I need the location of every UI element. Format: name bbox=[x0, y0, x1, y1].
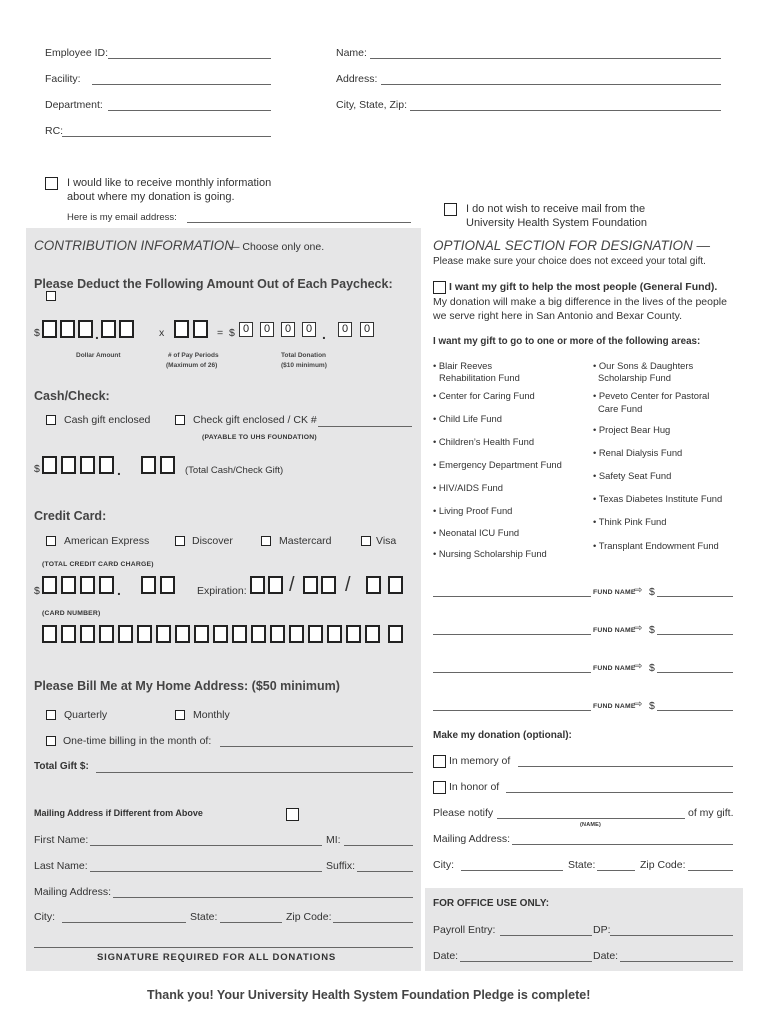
credit-decimal-point: . bbox=[117, 582, 121, 598]
fund-item: • Renal Dialysis Fund bbox=[593, 447, 683, 458]
card-number-box[interactable] bbox=[99, 625, 114, 643]
mi-field[interactable] bbox=[344, 845, 413, 846]
exp-month-box[interactable] bbox=[268, 576, 283, 594]
arrow-icon: ⇨ bbox=[634, 699, 643, 710]
fund-item: • Living Proof Fund bbox=[433, 505, 513, 516]
cash-decimal-point: . bbox=[117, 462, 121, 478]
memory-label: In memory of bbox=[449, 755, 511, 767]
dollar-amount-caption: Dollar Amount bbox=[76, 352, 121, 359]
paycheck-digit-box[interactable] bbox=[78, 320, 93, 338]
first-name-label: First Name: bbox=[34, 834, 89, 846]
fund-name-caption: FUND NAME bbox=[593, 665, 636, 672]
department-field[interactable] bbox=[108, 110, 271, 111]
fund-name-caption: FUND NAME bbox=[593, 589, 636, 596]
first-name-field[interactable] bbox=[90, 845, 322, 846]
city-state-zip-label: City, State, Zip: bbox=[336, 99, 407, 111]
donation-city-label: City: bbox=[433, 859, 454, 871]
total-digit[interactable]: 0 bbox=[302, 322, 316, 337]
last-name-field[interactable] bbox=[90, 871, 322, 872]
mailing-address-field[interactable] bbox=[113, 897, 413, 898]
fund-amount-field[interactable] bbox=[657, 596, 733, 597]
monthly-label: Monthly bbox=[193, 709, 230, 721]
fund-item: Rehabilitation Fund bbox=[439, 372, 520, 383]
contribution-title-suffix: — Choose only one. bbox=[229, 241, 325, 253]
email-label: Here is my email address: bbox=[67, 212, 177, 223]
total-donation-caption: Total Donation bbox=[281, 352, 327, 359]
city-field[interactable] bbox=[62, 922, 186, 923]
general-fund-label: I want my gift to help the most people (General Fund). bbox=[449, 281, 718, 293]
state-label: State: bbox=[190, 911, 218, 923]
credit-heading: Credit Card: bbox=[34, 509, 107, 523]
rc-field[interactable] bbox=[62, 136, 271, 137]
fund-item: • Nursing Scholarship Fund bbox=[433, 548, 547, 559]
fund-item: • Blair Reeves bbox=[433, 360, 493, 371]
employee-id-field[interactable] bbox=[108, 58, 271, 59]
address-label: Address: bbox=[336, 73, 378, 85]
fund-dollar-sign: $ bbox=[649, 662, 655, 674]
cash-digit-box[interactable] bbox=[99, 456, 114, 474]
contribution-title: CONTRIBUTION INFORMATION bbox=[34, 238, 234, 253]
signature-caption: SIGNATURE REQUIRED FOR ALL DONATIONS bbox=[97, 952, 337, 963]
card-number-box[interactable] bbox=[118, 625, 133, 643]
exp-year-box[interactable] bbox=[388, 576, 403, 594]
payroll-entry-label: Payroll Entry: bbox=[433, 924, 496, 936]
areas-heading: I want my gift to go to one or more of the following areas: bbox=[433, 336, 701, 347]
general-fund-checkbox[interactable] bbox=[433, 281, 446, 294]
monthly-info-checkbox[interactable] bbox=[45, 177, 58, 190]
fund-name-caption: FUND NAME bbox=[593, 703, 636, 710]
donation-mailing-label: Mailing Address: bbox=[433, 833, 511, 845]
check-enclosed-checkbox[interactable] bbox=[175, 415, 185, 425]
expiration-label: Expiration: bbox=[197, 585, 247, 597]
fund-dollar-sign: $ bbox=[649, 700, 655, 712]
total-charge-caption: (TOTAL CREDIT CARD CHARGE) bbox=[42, 561, 154, 568]
cash-digit-box[interactable] bbox=[80, 456, 95, 474]
amex-checkbox[interactable] bbox=[46, 536, 56, 546]
paycheck-decimal-point: . bbox=[95, 326, 99, 342]
no-mail-line2: University Health System Foundation bbox=[466, 217, 647, 229]
name-caption: (NAME) bbox=[580, 822, 602, 828]
fund-dollar-sign: $ bbox=[649, 624, 655, 636]
name-label: Name: bbox=[336, 47, 367, 59]
no-mail-line1: I do not wish to receive mail from the bbox=[466, 203, 646, 215]
name-field[interactable] bbox=[370, 58, 721, 59]
donation-city-field[interactable] bbox=[461, 870, 563, 871]
credit-digit-box[interactable] bbox=[80, 576, 95, 594]
bill-heading: Please Bill Me at My Home Address: ($50 minimum) bbox=[34, 679, 340, 693]
zip-field[interactable] bbox=[333, 922, 413, 923]
mailing-heading: Mailing Address if Different from Above bbox=[34, 808, 203, 818]
donation-state-field[interactable] bbox=[597, 870, 635, 871]
credit-digit-box[interactable] bbox=[42, 576, 57, 594]
paycheck-digit-box[interactable] bbox=[42, 320, 57, 338]
pay-periods-max-caption: (Maximum of 26) bbox=[166, 362, 218, 369]
fund-item: • Center for Caring Fund bbox=[433, 390, 535, 401]
credit-digit-box[interactable] bbox=[99, 576, 114, 594]
paycheck-cents-box[interactable] bbox=[101, 320, 116, 338]
department-label: Department: bbox=[45, 99, 103, 111]
card-number-box[interactable] bbox=[175, 625, 190, 643]
donation-zip-field[interactable] bbox=[688, 870, 733, 871]
fund-item: • HIV/AIDS Fund bbox=[433, 482, 503, 493]
fund-name-caption: FUND NAME bbox=[593, 627, 636, 634]
amex-label: American Express bbox=[64, 535, 150, 547]
mastercard-checkbox[interactable] bbox=[261, 536, 271, 546]
office-date2-label: Date: bbox=[593, 950, 619, 962]
mailing-address-label: Mailing Address: bbox=[34, 886, 112, 898]
total-digit[interactable]: 0 bbox=[260, 322, 274, 337]
fund-amount-field[interactable] bbox=[657, 672, 733, 673]
onetime-label: One-time billing in the month of: bbox=[63, 735, 212, 747]
fund-item: • Our Sons & Daughters bbox=[593, 360, 694, 371]
honor-field[interactable] bbox=[506, 792, 733, 793]
suffix-field[interactable] bbox=[357, 871, 413, 872]
honor-checkbox[interactable] bbox=[433, 781, 446, 794]
paycheck-cents-box[interactable] bbox=[119, 320, 134, 338]
suffix-label: Suffix: bbox=[326, 860, 355, 872]
zip-label: Zip Code: bbox=[286, 911, 332, 923]
fund-name-field[interactable] bbox=[433, 634, 591, 635]
fund-name-field[interactable] bbox=[433, 710, 591, 711]
card-number-box[interactable] bbox=[346, 625, 361, 643]
total-gift-label: Total Gift $: bbox=[34, 761, 89, 772]
cash-total-label: (Total Cash/Check Gift) bbox=[185, 465, 284, 476]
credit-dollar-sign: $ bbox=[34, 585, 40, 597]
card-number-box[interactable] bbox=[327, 625, 342, 643]
total-digit[interactable]: 0 bbox=[360, 322, 374, 337]
monthly-checkbox[interactable] bbox=[175, 710, 185, 720]
quarterly-label: Quarterly bbox=[64, 709, 108, 721]
card-number-box[interactable] bbox=[289, 625, 304, 643]
facility-label: Facility: bbox=[45, 73, 81, 85]
check-number-field[interactable] bbox=[318, 426, 412, 427]
fund-name-field[interactable] bbox=[433, 672, 591, 673]
card-number-box[interactable] bbox=[232, 625, 247, 643]
fund-dollar-sign: $ bbox=[649, 586, 655, 598]
office-date-field[interactable] bbox=[460, 961, 592, 962]
honor-label: In honor of bbox=[449, 781, 500, 793]
credit-cents-box[interactable] bbox=[141, 576, 156, 594]
city-label: City: bbox=[34, 911, 55, 923]
memory-checkbox[interactable] bbox=[433, 755, 446, 768]
designation-desc-line2: we serve right here in San Antonio and Bexar County. bbox=[433, 310, 683, 322]
mi-label: MI: bbox=[326, 834, 341, 846]
city-state-zip-field[interactable] bbox=[410, 110, 721, 111]
designation-subtitle: Please make sure your choice does not exceed your total gift. bbox=[433, 256, 706, 267]
arrow-icon: ⇨ bbox=[634, 623, 643, 634]
fund-item: • Transplant Endowment Fund bbox=[593, 540, 719, 551]
fund-item: • Child Life Fund bbox=[433, 413, 502, 424]
designation-title: OPTIONAL SECTION FOR DESIGNATION — bbox=[433, 238, 711, 253]
card-number-box[interactable] bbox=[388, 625, 403, 643]
exp-slash: / bbox=[345, 574, 351, 596]
card-number-box[interactable] bbox=[137, 625, 152, 643]
employee-id-label: Employee ID: bbox=[45, 47, 109, 59]
credit-digit-box[interactable] bbox=[61, 576, 76, 594]
donation-mailing-field[interactable] bbox=[512, 844, 733, 845]
exp-day-box[interactable] bbox=[321, 576, 336, 594]
card-number-box[interactable] bbox=[213, 625, 228, 643]
fund-item: • Neonatal ICU Fund bbox=[433, 527, 520, 538]
fund-item: • Children’s Health Fund bbox=[433, 436, 535, 447]
card-number-caption: (CARD NUMBER) bbox=[42, 610, 101, 617]
fund-item: • Safety Seat Fund bbox=[593, 470, 672, 481]
paycheck-digit-box[interactable] bbox=[60, 320, 75, 338]
card-number-box[interactable] bbox=[308, 625, 323, 643]
mastercard-label: Mastercard bbox=[279, 535, 332, 547]
cash-dollar-sign: $ bbox=[34, 463, 40, 475]
total-digit[interactable]: 0 bbox=[239, 322, 253, 337]
pay-periods-box[interactable] bbox=[174, 320, 189, 338]
notify-field[interactable] bbox=[497, 818, 685, 819]
onetime-month-field[interactable] bbox=[220, 746, 413, 747]
facility-field[interactable] bbox=[92, 84, 271, 85]
visa-checkbox[interactable] bbox=[361, 536, 371, 546]
pay-periods-box[interactable] bbox=[193, 320, 208, 338]
total-decimal-point: . bbox=[322, 326, 326, 342]
rc-label: RC: bbox=[45, 125, 64, 137]
footer-thanks: Thank you! Your University Health System Foundation Pledge is complete! bbox=[147, 988, 591, 1002]
address-field[interactable] bbox=[381, 84, 721, 85]
mailing-different-checkbox[interactable] bbox=[286, 808, 299, 821]
payroll-entry-field[interactable] bbox=[500, 935, 592, 936]
last-name-label: Last Name: bbox=[34, 860, 88, 872]
fund-item: • Project Bear Hug bbox=[593, 424, 671, 435]
equals-sign: = bbox=[217, 327, 224, 339]
discover-label: Discover bbox=[192, 535, 233, 547]
card-number-box[interactable] bbox=[61, 625, 76, 643]
cash-heading: Cash/Check: bbox=[34, 389, 110, 403]
check-enclosed-label: Check gift enclosed / CK # bbox=[193, 414, 317, 426]
card-number-box[interactable] bbox=[42, 625, 57, 643]
card-number-box[interactable] bbox=[194, 625, 209, 643]
times-sign: x bbox=[159, 327, 165, 339]
fund-name-field[interactable] bbox=[433, 596, 591, 597]
paycheck-dollar-sign: $ bbox=[34, 327, 40, 339]
of-my-gift-label: of my gift. bbox=[688, 807, 734, 819]
card-number-box[interactable] bbox=[80, 625, 95, 643]
arrow-icon: ⇨ bbox=[634, 585, 643, 596]
dp-field[interactable] bbox=[610, 935, 733, 936]
total-digit[interactable]: 0 bbox=[281, 322, 295, 337]
dp-label: DP: bbox=[593, 924, 611, 936]
email-field[interactable] bbox=[187, 222, 411, 223]
credit-cents-box[interactable] bbox=[160, 576, 175, 594]
exp-month-box[interactable] bbox=[250, 576, 265, 594]
total-digit[interactable]: 0 bbox=[338, 322, 352, 337]
cash-cents-box[interactable] bbox=[141, 456, 156, 474]
onetime-checkbox[interactable] bbox=[46, 736, 56, 746]
discover-checkbox[interactable] bbox=[175, 536, 185, 546]
fund-item: • Peveto Center for Pastoral bbox=[593, 390, 710, 401]
visa-label: Visa bbox=[376, 535, 397, 547]
office-heading: FOR OFFICE USE ONLY: bbox=[433, 898, 550, 909]
exp-day-box[interactable] bbox=[303, 576, 318, 594]
quarterly-checkbox[interactable] bbox=[46, 710, 56, 720]
exp-year-box[interactable] bbox=[366, 576, 381, 594]
no-mail-checkbox[interactable] bbox=[444, 203, 457, 216]
monthly-info-line2: about where my donation is going. bbox=[67, 191, 235, 203]
card-number-box[interactable] bbox=[251, 625, 266, 643]
cash-digit-box[interactable] bbox=[42, 456, 57, 474]
donation-zip-label: Zip Code: bbox=[640, 859, 686, 871]
signature-field[interactable] bbox=[34, 947, 413, 948]
fund-item: Scholarship Fund bbox=[598, 372, 671, 383]
fund-item: • Think Pink Fund bbox=[593, 516, 667, 527]
card-number-box[interactable] bbox=[365, 625, 380, 643]
payable-caption: (PAYABLE TO UHS FOUNDATION) bbox=[202, 434, 317, 441]
donation-state-label: State: bbox=[568, 859, 596, 871]
state-field[interactable] bbox=[220, 922, 282, 923]
notify-label: Please notify bbox=[433, 807, 494, 819]
monthly-info-line1: I would like to receive monthly information bbox=[67, 177, 272, 189]
fund-item: Care Fund bbox=[598, 403, 643, 414]
fund-item: • Emergency Department Fund bbox=[433, 459, 562, 470]
fund-item: • Texas Diabetes Institute Fund bbox=[593, 493, 723, 504]
paycheck-checkbox[interactable] bbox=[46, 291, 56, 301]
total-min-caption: ($10 minimum) bbox=[281, 362, 327, 369]
cash-enclosed-checkbox[interactable] bbox=[46, 415, 56, 425]
cash-enclosed-label: Cash gift enclosed bbox=[64, 414, 151, 426]
exp-slash: / bbox=[289, 574, 295, 596]
designation-desc-line1: My donation will make a big difference in the lives of the people bbox=[433, 296, 727, 308]
donation-heading: Make my donation (optional): bbox=[433, 730, 572, 741]
office-date2-field[interactable] bbox=[620, 961, 733, 962]
arrow-icon: ⇨ bbox=[634, 661, 643, 672]
paycheck-heading: Please Deduct the Following Amount Out of Each Paycheck: bbox=[34, 277, 393, 291]
cash-cents-box[interactable] bbox=[160, 456, 175, 474]
card-number-box[interactable] bbox=[156, 625, 171, 643]
office-date-label: Date: bbox=[433, 950, 459, 962]
pay-periods-caption: # of Pay Periods bbox=[168, 352, 219, 359]
fund-amount-field[interactable] bbox=[657, 710, 733, 711]
total-gift-field[interactable] bbox=[96, 772, 413, 773]
cash-digit-box[interactable] bbox=[61, 456, 76, 474]
total-dollar-sign: $ bbox=[229, 327, 235, 339]
memory-field[interactable] bbox=[518, 766, 733, 767]
fund-amount-field[interactable] bbox=[657, 634, 733, 635]
card-number-box[interactable] bbox=[270, 625, 285, 643]
